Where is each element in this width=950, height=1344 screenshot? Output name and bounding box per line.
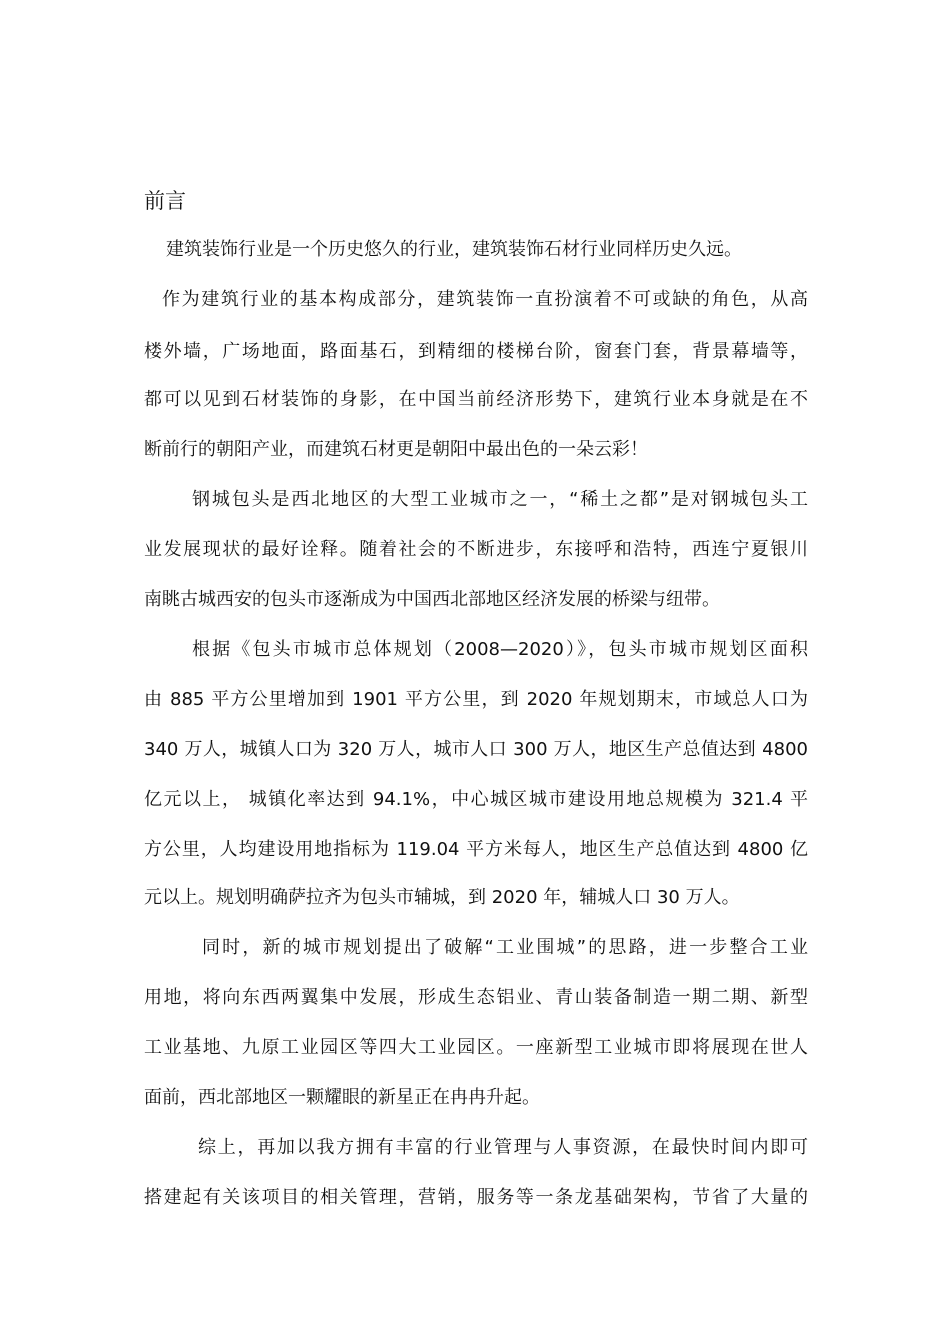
paragraph-line: 综上，再加以我方拥有丰富的行业管理与人事资源，在最快时间内即可 [198,1137,808,1158]
paragraph-line: 钢城包头是西北地区的大型工业城市之一，“稀土之都”是对钢城包头工 [192,489,808,510]
paragraph-line: 工业基地、九原工业园区等四大工业园区。一座新型工业城市即将展现在世人 [144,1037,808,1058]
paragraph-line: 用地，将向东西两翼集中发展，形成生态铝业、青山装备制造一期二期、新型 [144,987,808,1008]
paragraph-line: 由 885 平方公里增加到 1901 平方公里，到 2020 年规划期末，市域总人口为 [144,689,808,710]
paragraph-line: 搭建起有关该项目的相关管理，营销，服务等一条龙基础架构，节省了大量的 [144,1187,808,1208]
paragraph-line: 断前行的朝阳产业，而建筑石材更是朝阳中最出色的一朵云彩！ [144,439,648,460]
paragraph-line: 340 万人，城镇人口为 320 万人，城市人口 300 万人，地区生产总值达到 4800 [144,739,808,760]
paragraph-line: 南眺古城西安的包头市逐渐成为中国西北部地区经济发展的桥梁与纽带。 [144,589,720,610]
paragraph-line: 面前，西北部地区一颗耀眼的新星正在冉冉升起。 [144,1087,540,1108]
paragraph-line: 方公里，人均建设用地指标为 119.04 平方米每人，地区生产总值达到 4800 亿 [144,839,808,860]
paragraph-line: 亿元以上， 城镇化率达到 94.1%，中心城区城市建设用地总规模为 321.4 平 [144,789,808,810]
paragraph-line: 同时，新的城市规划提出了破解“工业围城”的思路，进一步整合工业 [202,937,808,958]
paragraph-line: 作为建筑行业的基本构成部分，建筑装饰一直扮演着不可或缺的角色，从高 [162,289,808,310]
paragraph-line: 楼外墙，广场地面，路面基石，到精细的楼梯台阶，窗套门套，背景幕墙等， [144,341,808,362]
paragraph-line: 根据《包头市城市总体规划（2008—2020）》，包头市城市规划区面积 [192,639,808,660]
page-title: 前言 [144,189,186,213]
paragraph-line: 元以上。规划明确萨拉齐为包头市辅城，到 2020 年，辅城人口 30 万人。 [144,887,740,908]
paragraph-line: 业发展现状的最好诠释。随着社会的不断进步，东接呼和浩特，西连宁夏银川 [144,539,808,560]
paragraph-line: 都可以见到石材装饰的身影，在中国当前经济形势下，建筑行业本身就是在不 [144,389,808,410]
paragraph-line: 建筑装饰行业是一个历史悠久的行业，建筑装饰石材行业同样历史久远。 [166,239,742,260]
